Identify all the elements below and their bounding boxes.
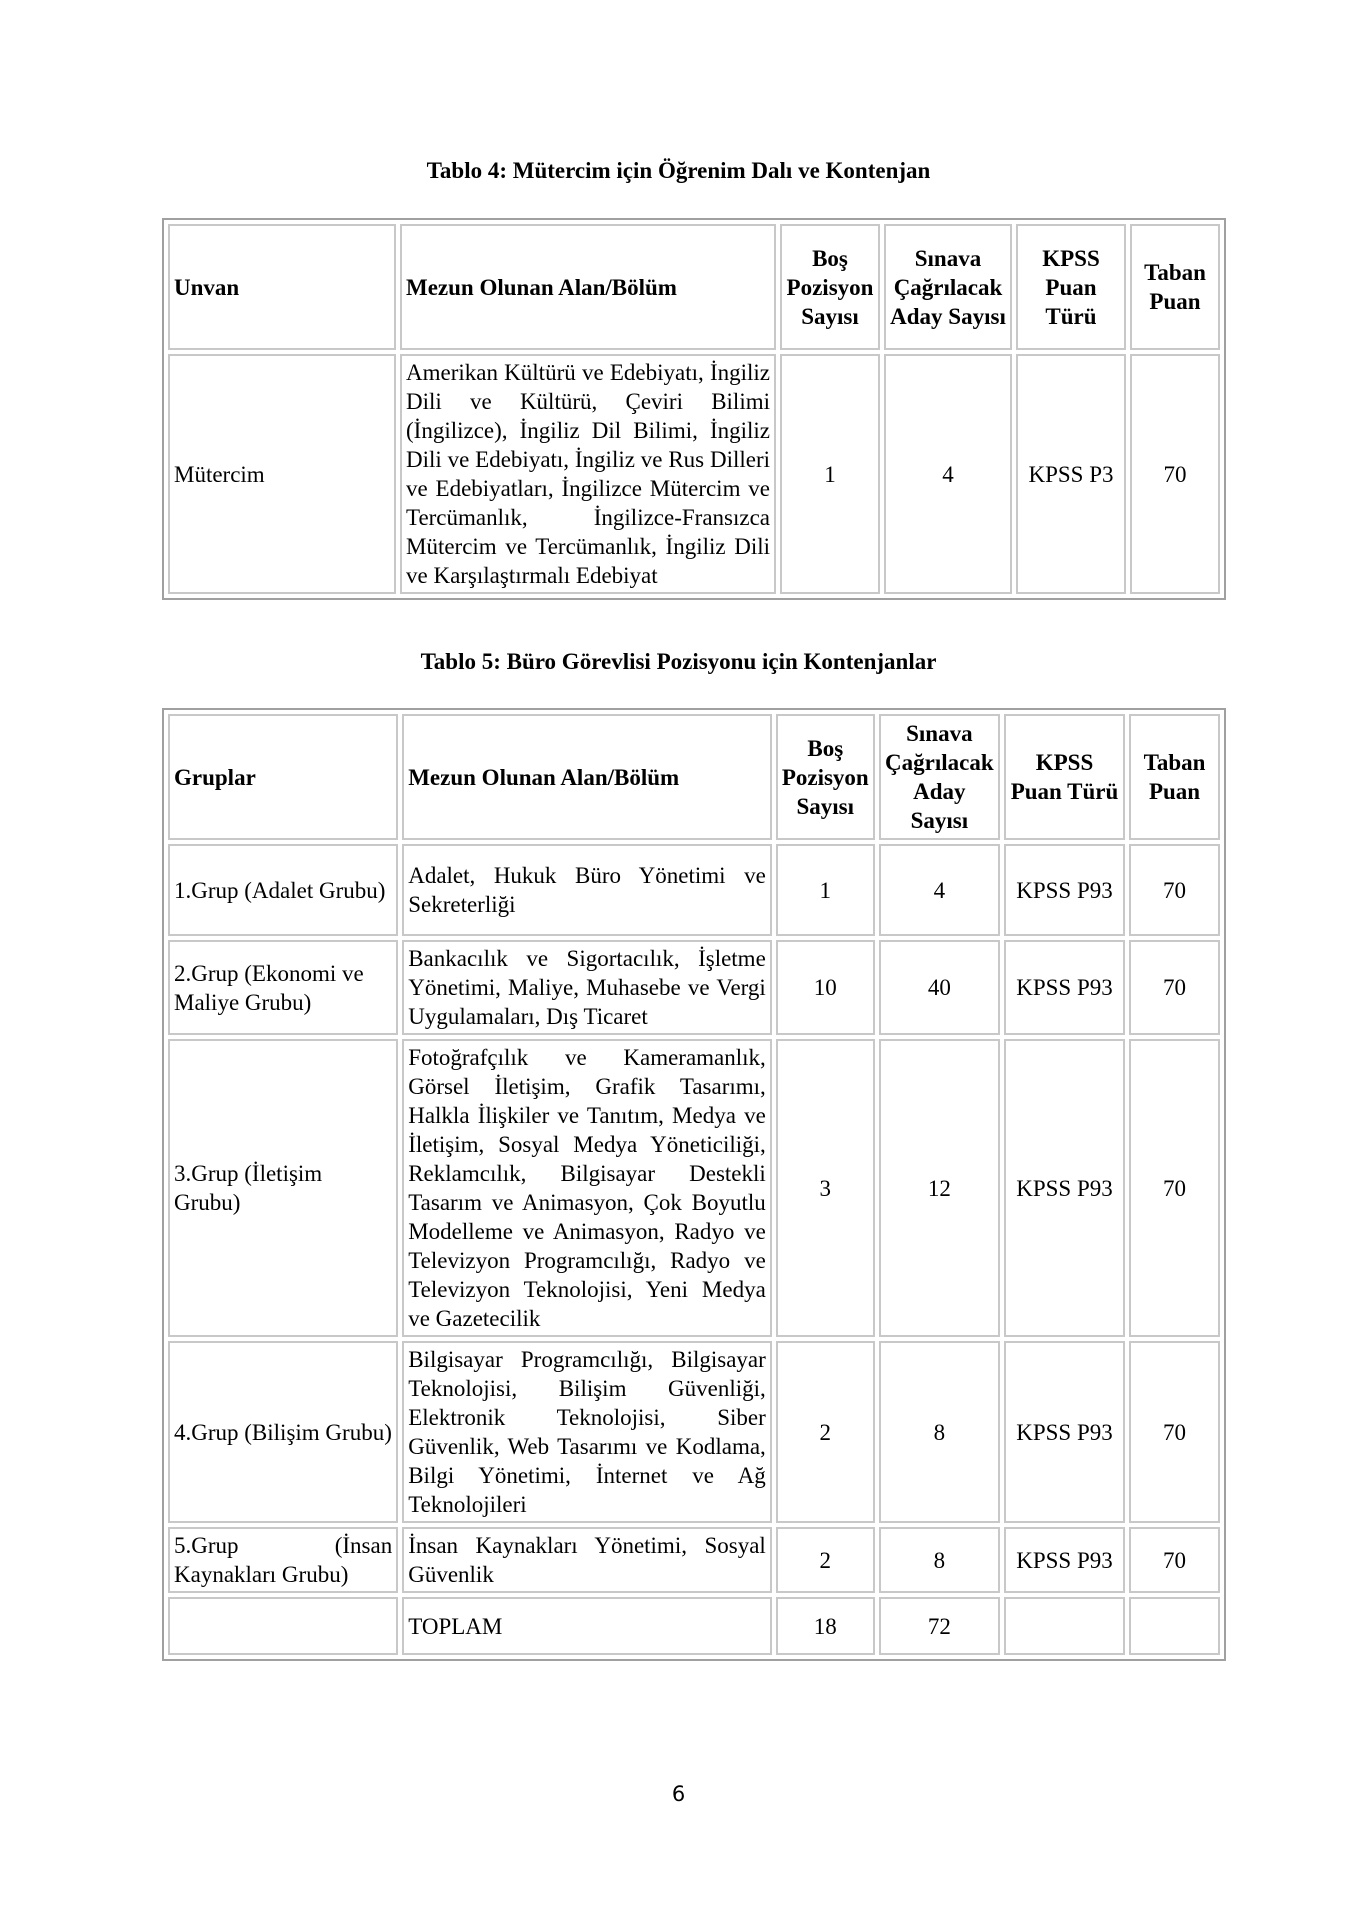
row-candidates: 12: [879, 1039, 1000, 1337]
row-min-score: 70: [1129, 844, 1220, 936]
row-fields: İnsan Kaynakları Yönetimi, Sosyal Güvenlik: [402, 1527, 772, 1593]
header-field: Mezun Olunan Alan/Bölüm: [402, 714, 772, 840]
header-field: Mezun Olunan Alan/Bölüm: [400, 224, 776, 350]
row-title: 1.Grup (Adalet Grubu): [168, 844, 398, 936]
header-min-score: Taban Puan: [1130, 224, 1220, 350]
total-empty-cell: [168, 1597, 398, 1655]
total-positions: 18: [776, 1597, 875, 1655]
header-groups: Gruplar: [168, 714, 398, 840]
row-min-score: 70: [1129, 1039, 1220, 1337]
table4-caption: Tablo 4: Mütercim için Öğrenim Dalı ve Kontenjan: [426, 158, 931, 183]
table5-buro-quota: [162, 708, 1226, 1661]
row-fields: Bankacılık ve Sigortacılık, İşletme Yönetimi, Maliye, Muhasebe ve Vergi Uygulamaları, Dış Ticaret: [402, 940, 772, 1035]
total-row: [168, 1597, 1220, 1655]
row-positions: 2: [776, 1341, 875, 1523]
table4-header-row: [168, 224, 1220, 350]
row-score-type: KPSS P93: [1004, 1039, 1125, 1337]
row-min-score: 70: [1129, 1527, 1220, 1593]
row-score-type: KPSS P93: [1004, 1341, 1125, 1523]
row-score-type: KPSS P93: [1004, 844, 1125, 936]
row-positions: 2: [776, 1527, 875, 1593]
row-candidates: 8: [879, 1341, 1000, 1523]
table-row: [168, 354, 1220, 594]
row-score-type: KPSS P93: [1004, 940, 1125, 1035]
row-positions: 3: [776, 1039, 875, 1337]
header-score-type: KPSS Puan Türü: [1004, 714, 1125, 840]
table-row: [168, 844, 1220, 936]
row-score-type: KPSS P3: [1016, 354, 1126, 594]
row-title: Mütercim: [168, 354, 396, 594]
table4-mutercim-quota: [162, 218, 1226, 600]
total-label: TOPLAM: [402, 1597, 772, 1655]
header-positions: Boş Pozisyon Sayısı: [780, 224, 880, 350]
table5-caption: Tablo 5: Büro Görevlisi Pozisyonu için Kontenjanlar: [420, 649, 937, 674]
row-fields: Amerikan Kültürü ve Edebiyatı, İngiliz Dili ve Kültürü, Çeviri Bilimi (İngilizce), İngiliz Dil Bilimi, İngiliz Dili ve Edebiyatı, İngiliz ve Rus Dilleri ve Edebiyatları, İngilizce Mütercim ve Tercümanlık, İngilizce-Fransızca Mütercim ve Tercümanlık, İngiliz Dili ve Karşılaştırmalı Edebiyat: [400, 354, 776, 594]
header-positions: Boş Pozisyon Sayısı: [776, 714, 875, 840]
row-min-score: 70: [1130, 354, 1220, 594]
row-candidates: 40: [879, 940, 1000, 1035]
header-candidates: Sınava Çağrılacak Aday Sayısı: [884, 224, 1012, 350]
table-row: [168, 940, 1220, 1035]
row-score-type: KPSS P93: [1004, 1527, 1125, 1593]
row-positions: 1: [780, 354, 880, 594]
header-score-type: KPSS Puan Türü: [1016, 224, 1126, 350]
row-positions: 1: [776, 844, 875, 936]
row-title: 4.Grup (Bilişim Grubu): [168, 1341, 398, 1523]
row-title: 3.Grup (İletişim Grubu): [168, 1039, 398, 1337]
row-positions: 10: [776, 940, 875, 1035]
table5-header-row: [168, 714, 1220, 840]
row-min-score: 70: [1129, 1341, 1220, 1523]
table-row: [168, 1527, 1220, 1593]
table-row: [168, 1039, 1220, 1337]
total-empty-cell: [1004, 1597, 1125, 1655]
total-candidates: 72: [879, 1597, 1000, 1655]
row-candidates: 8: [879, 1527, 1000, 1593]
row-title: 5.Grup (İnsan Kaynakları Grubu): [168, 1527, 398, 1593]
row-candidates: 4: [884, 354, 1012, 594]
row-title: 2.Grup (Ekonomi ve Maliye Grubu): [168, 940, 398, 1035]
row-fields: Adalet, Hukuk Büro Yönetimi ve Sekreterliği: [402, 844, 772, 936]
header-unvan: Unvan: [168, 224, 396, 350]
header-min-score: Taban Puan: [1129, 714, 1220, 840]
page-number: 6: [671, 1782, 686, 1806]
row-candidates: 4: [879, 844, 1000, 936]
row-fields: Bilgisayar Programcılığı, Bilgisayar Teknolojisi, Bilişim Güvenliği, Elektronik Teknolojisi, Siber Güvenlik, Web Tasarımı ve Kodlama, Bilgi Yönetimi, İnternet ve Ağ Teknolojileri: [402, 1341, 772, 1523]
row-fields: Fotoğrafçılık ve Kameramanlık, Görsel İletişim, Grafik Tasarımı, Halkla İlişkiler ve Tanıtım, Medya ve İletişim, Sosyal Medya Yöneticiliği, Reklamcılık, Bilgisayar Destekli Tasarım ve Animasyon, Çok Boyutlu Modelleme ve Animasyon, Radyo ve Televizyon Programcılığı, Radyo ve Televizyon Teknolojisi, Yeni Medya ve Gazetecilik: [402, 1039, 772, 1337]
header-candidates: Sınava Çağrılacak Aday Sayısı: [879, 714, 1000, 840]
total-empty-cell: [1129, 1597, 1220, 1655]
row-min-score: 70: [1129, 940, 1220, 1035]
table-row: [168, 1341, 1220, 1523]
